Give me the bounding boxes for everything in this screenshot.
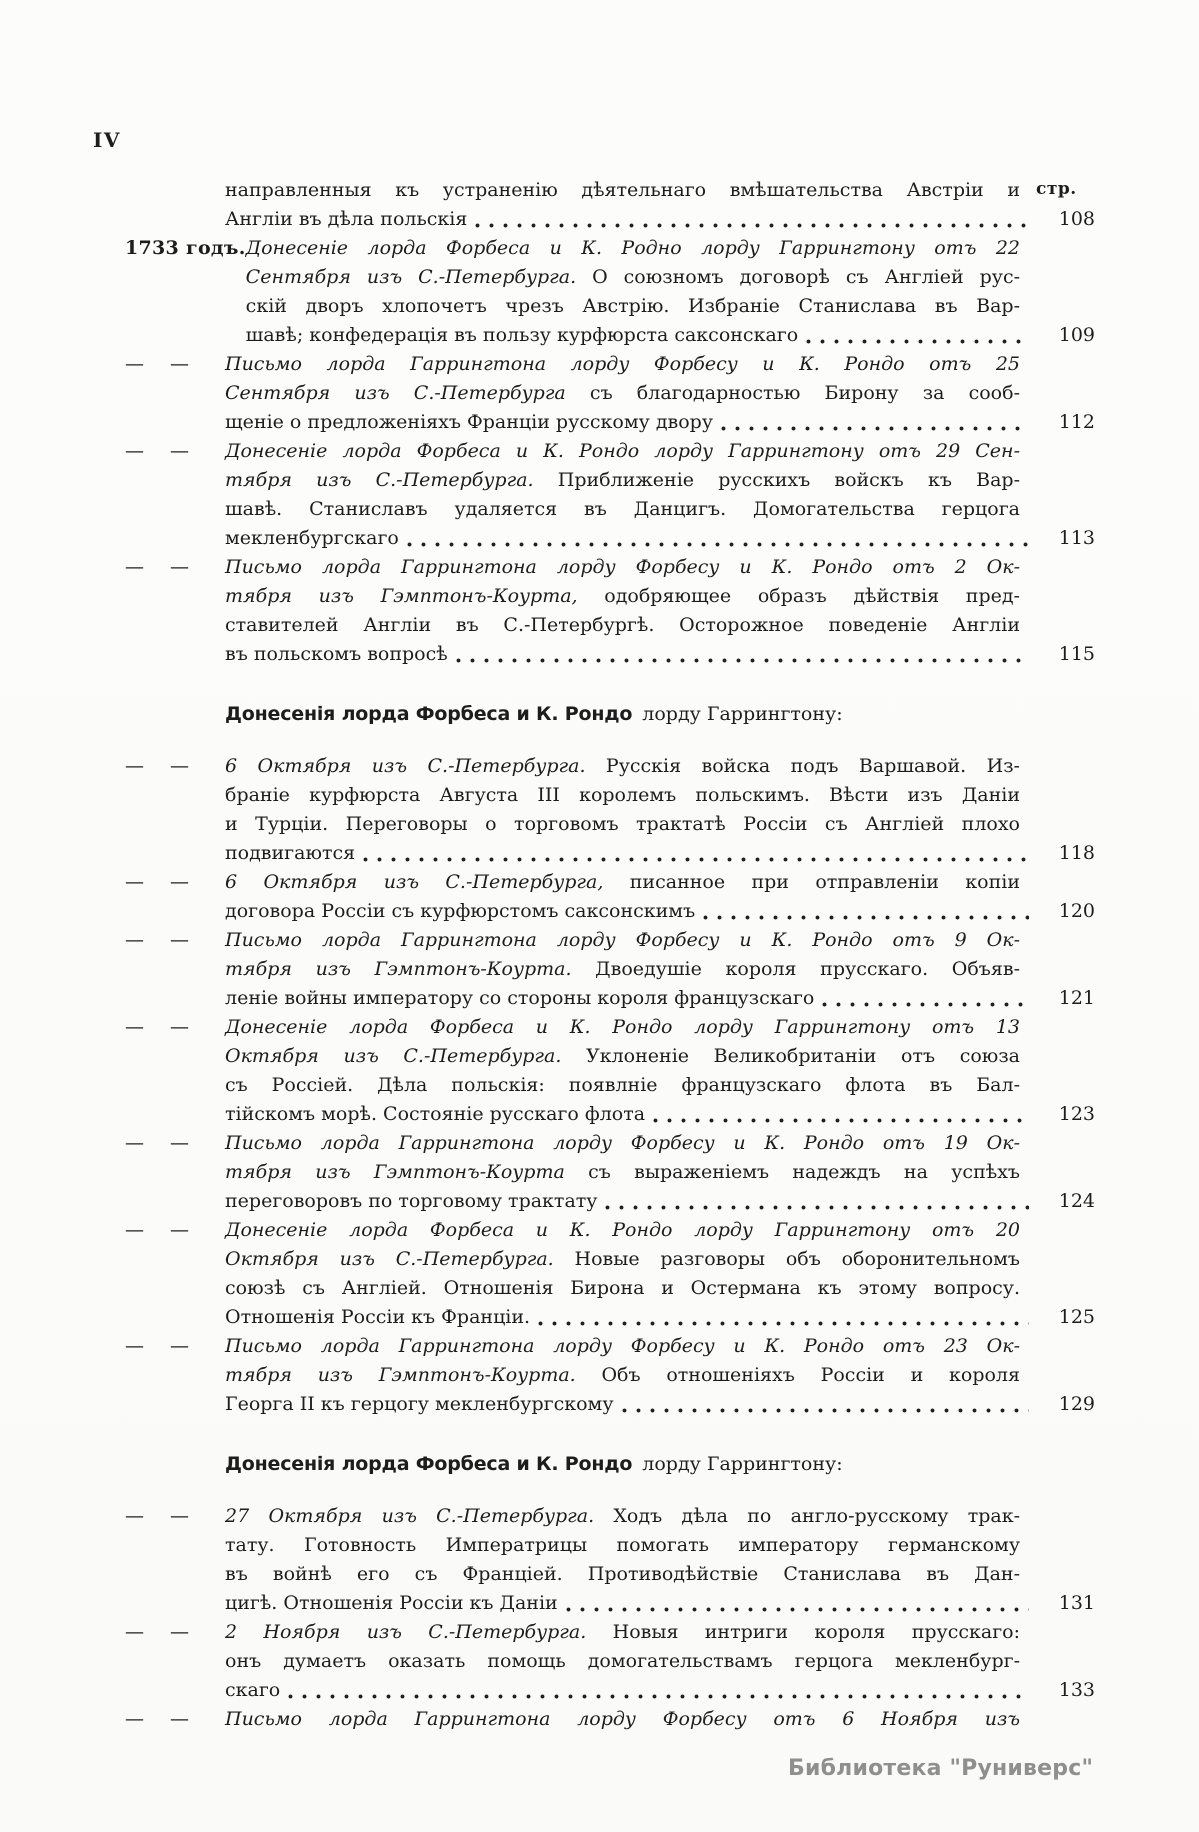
toc-entry xyxy=(113,752,1095,868)
entry-text xyxy=(225,1589,558,1618)
ditto-dash: — xyxy=(170,556,189,578)
text-segment: одобряющее образъ дѣйствія пред- xyxy=(577,585,1020,607)
toc-entry xyxy=(113,1013,1095,1129)
entry-line xyxy=(225,176,1095,205)
folio-page-number: IV xyxy=(93,128,121,152)
text-segment: Письмо лорда Гаррингтона лорду Форбесу и К. Рондо отъ 2 Ок- xyxy=(225,556,1020,578)
entry-text xyxy=(225,1216,1020,1245)
entry-text-col xyxy=(225,1502,1095,1618)
entry-margin xyxy=(113,1216,225,1332)
entry-line xyxy=(225,1676,1095,1705)
dot-leader xyxy=(653,1117,1029,1124)
text-segment: Донесеніе лорда Форбеса и К. Рондо лорду Гаррингтону отъ 20 xyxy=(225,1219,1020,1241)
text-segment: цигѣ. Отношенія Россіи къ Даніи xyxy=(225,1592,558,1614)
entry-text xyxy=(225,1158,1020,1187)
ditto-dash: — xyxy=(125,1132,144,1154)
entry-text xyxy=(225,408,713,437)
entry-line xyxy=(225,1705,1095,1734)
entry-text-col xyxy=(225,926,1095,1013)
entry-text xyxy=(225,1129,1020,1158)
text-segment: съ выраженіемъ надеждъ на успѣхъ xyxy=(564,1161,1020,1183)
text-segment: леніе войны императору со стороны короля французскаго xyxy=(225,987,815,1009)
entry-line xyxy=(225,926,1095,955)
text-segment: браніе курфюрста Августа III королемъ польскимъ. Вѣсти изъ Даніи xyxy=(225,784,1020,806)
text-segment: Письмо лорда Гаррингтона лорду Форбесу отъ 6 Ноября изъ xyxy=(225,1708,1020,1730)
toc-entry xyxy=(113,176,1095,234)
text-segment: и Турціи. Переговоры о торговомъ трактатѣ Россіи съ Англіей плохо xyxy=(225,813,1020,835)
text-segment: Русскія войска подъ Варшавой. Из- xyxy=(585,755,1020,777)
toc-entry xyxy=(113,868,1095,926)
entry-text-col xyxy=(225,752,1095,868)
entry-line xyxy=(225,1531,1095,1560)
entry-text xyxy=(225,810,1020,839)
ditto-dash: — xyxy=(125,1016,144,1038)
entry-text-col xyxy=(225,1332,1095,1419)
entry-line xyxy=(225,1042,1095,1071)
entry-text xyxy=(225,1560,1020,1589)
entry-line xyxy=(225,582,1095,611)
entry-text xyxy=(225,553,1020,582)
ditto-dash: — xyxy=(125,440,144,462)
entry-text xyxy=(225,1303,530,1332)
entry-text-col xyxy=(225,1705,1095,1734)
page-number: 124 xyxy=(1058,1190,1095,1212)
entry-margin xyxy=(113,437,225,553)
text-segment: Новыя интриги короля прусскаго: xyxy=(586,1621,1020,1643)
page-number: 131 xyxy=(1058,1592,1095,1614)
entry-text xyxy=(225,1502,1020,1531)
entry-text xyxy=(225,495,1020,524)
text-segment: договора Россіи съ курфюрстомъ саксонскимъ xyxy=(225,900,696,922)
text-segment: Приближеніе русскихъ войскъ къ Вар- xyxy=(533,469,1020,491)
toc-section-header xyxy=(113,700,1095,729)
year-label: 1733 годъ. xyxy=(125,237,246,259)
text-segment: ставителей Англіи въ С.-Петербургѣ. Осторожное поведеніе Англіи xyxy=(225,614,1020,636)
text-segment: Отношенія Россіи къ Франціи. xyxy=(225,1306,531,1328)
entry-text xyxy=(225,379,1020,408)
watermark: Библиотека "Руниверс" xyxy=(788,1756,1094,1781)
entry-text xyxy=(225,839,355,868)
toc-entry xyxy=(113,1332,1095,1419)
entry-margin xyxy=(113,1618,225,1705)
ditto-dash: — xyxy=(125,1505,144,1527)
entry-line xyxy=(225,350,1095,379)
page-number: 109 xyxy=(1058,324,1095,346)
text-segment: тату. Готовность Императрицы помогать императору германскому xyxy=(225,1534,1020,1556)
entry-text-col xyxy=(246,234,1095,350)
entry-text xyxy=(246,292,1020,321)
entry-line xyxy=(225,408,1095,437)
dot-leader xyxy=(363,856,1029,863)
entry-line xyxy=(225,1502,1095,1531)
entry-text xyxy=(225,1071,1020,1100)
text-segment: Уклоненіе Великобританіи отъ союза xyxy=(561,1045,1021,1067)
entry-line xyxy=(225,1129,1095,1158)
text-segment: шавѣ; конфедерація въ пользу курфюрста саксонскаго xyxy=(245,324,799,346)
ditto-dash: — xyxy=(170,1132,189,1154)
entry-text-col xyxy=(225,176,1095,234)
text-segment: Донесеніе лорда Форбеса и К. Родно лорду Гаррингтону отъ 22 xyxy=(245,237,1020,259)
text-segment: 2 Ноября изъ С.-Петербурга. xyxy=(225,1621,587,1643)
text-segment: Донесеніе лорда Форбеса и К. Рондо лорду Гаррингтону отъ 29 Сен- xyxy=(225,440,1020,462)
page-number: 118 xyxy=(1058,842,1095,864)
page-number: 123 xyxy=(1058,1103,1095,1125)
ditto-dash: — xyxy=(170,755,189,777)
entry-text-col xyxy=(225,350,1095,437)
ditto-dash: — xyxy=(170,1708,189,1730)
page-number: 121 xyxy=(1058,987,1095,1009)
ditto-dash: — xyxy=(170,929,189,951)
toc-entry xyxy=(113,926,1095,1013)
toc-section-header xyxy=(113,1450,1095,1479)
entry-line xyxy=(225,524,1095,553)
entry-text xyxy=(225,1187,597,1216)
entry-text xyxy=(225,868,1020,897)
entry-text xyxy=(225,984,814,1013)
entry-text-col xyxy=(225,553,1095,669)
text-segment: Октября изъ С.-Петербурга. xyxy=(225,1248,554,1270)
toc-section-header-rest: лорду Гаррингтону: xyxy=(642,703,843,725)
dot-leader xyxy=(475,222,1029,229)
entry-margin xyxy=(113,350,225,437)
text-segment: онъ думаетъ оказать помощь домогательствамъ герцога мекленбург- xyxy=(225,1650,1020,1672)
text-segment: тября изъ Гэмптонъ-Коурта, xyxy=(225,585,578,607)
entry-text xyxy=(225,205,467,234)
dot-leader xyxy=(456,657,1029,664)
dot-leader xyxy=(538,1320,1029,1327)
text-segment: скій дворъ хлопочетъ чрезъ Австрію. Избраніе Станислава въ Вар- xyxy=(245,295,1020,317)
text-segment: союзѣ съ Англіей. Отношенія Бирона и Остермана къ этому вопросу. xyxy=(225,1277,1020,1299)
entry-text xyxy=(225,350,1020,379)
toc-entry xyxy=(113,350,1095,437)
text-segment: Донесеніе лорда Форбеса и К. Рондо лорду Гаррингтону отъ 13 xyxy=(225,1016,1020,1038)
text-segment: шавѣ. Станиславъ удаляется въ Данцигъ. Домогательства герцога xyxy=(225,498,1020,520)
entry-line xyxy=(225,1303,1095,1332)
entry-text-col xyxy=(225,437,1095,553)
entry-text xyxy=(225,1013,1020,1042)
ditto-dash: — xyxy=(170,1621,189,1643)
entry-line xyxy=(225,897,1095,926)
entry-text xyxy=(225,1676,280,1705)
entry-text xyxy=(225,955,1020,984)
ditto-dash: — xyxy=(170,353,189,375)
text-segment: Англіи въ дѣла польскія xyxy=(225,208,468,230)
ditto-dash: — xyxy=(125,1708,144,1730)
entry-line xyxy=(225,1187,1095,1216)
text-segment: О союзномъ договорѣ съ Англіей рус- xyxy=(576,266,1021,288)
toc-entry xyxy=(113,1502,1095,1618)
entry-text xyxy=(225,611,1020,640)
ditto-dash: — xyxy=(170,1505,189,1527)
text-segment: Сентября изъ С.-Петербурга xyxy=(225,382,566,404)
entry-line xyxy=(225,1390,1095,1419)
entry-line xyxy=(225,205,1095,234)
text-segment: писанное при отправленіи копіи xyxy=(603,871,1020,893)
entry-line xyxy=(225,466,1095,495)
dot-leader xyxy=(806,338,1029,345)
entry-line xyxy=(225,379,1095,408)
page-number: 113 xyxy=(1058,527,1095,549)
ditto-dash: — xyxy=(125,929,144,951)
text-segment: въ польскомъ вопросѣ xyxy=(225,643,448,665)
entry-text xyxy=(225,897,695,926)
text-segment: Георга II къ герцогу мекленбургскому xyxy=(225,1393,614,1415)
entry-text xyxy=(225,582,1020,611)
page-number: 125 xyxy=(1058,1306,1095,1328)
entry-margin xyxy=(113,868,225,926)
text-segment: переговоровъ по торговому трактату xyxy=(225,1190,598,1212)
ditto-dash: — xyxy=(125,1219,144,1241)
ditto-dash: — xyxy=(125,755,144,777)
toc-entry xyxy=(113,1216,1095,1332)
text-segment: направленныя къ устраненію дѣятельнаго вмѣшательства Австріи и xyxy=(225,179,1020,201)
entry-line xyxy=(225,1647,1095,1676)
entry-text xyxy=(225,466,1020,495)
entry-line xyxy=(225,1589,1095,1618)
entry-line xyxy=(225,495,1095,524)
page-number: 112 xyxy=(1058,411,1095,433)
text-segment: Письмо лорда Гаррингтона лорду Форбесу и К. Рондо отъ 25 xyxy=(225,353,1020,375)
text-segment: скаго xyxy=(225,1679,281,1701)
text-segment: съ благодарностью Бирону за сооб- xyxy=(565,382,1020,404)
entry-line xyxy=(225,1013,1095,1042)
entry-margin xyxy=(113,926,225,1013)
dot-leader xyxy=(288,1693,1029,1700)
page-number: 129 xyxy=(1058,1393,1095,1415)
ditto-dash: — xyxy=(170,1335,189,1357)
ditto-dash: — xyxy=(170,440,189,462)
entry-text xyxy=(225,524,399,553)
entry-text-col xyxy=(225,1129,1095,1216)
text-segment: Письмо лорда Гаррингтона лорду Форбесу и К. Рондо отъ 23 Ок- xyxy=(225,1335,1020,1357)
text-segment: тября изъ Гэмптонъ-Коурта. xyxy=(225,1364,576,1386)
entry-line xyxy=(225,1361,1095,1390)
entry-text xyxy=(225,1100,645,1129)
text-segment: въ войнѣ его съ Франціей. Противодѣйствіе Станислава въ Дан- xyxy=(225,1563,1020,1585)
entry-text xyxy=(225,1390,614,1419)
dot-leader xyxy=(822,1001,1029,1008)
entry-margin xyxy=(113,1129,225,1216)
entry-line xyxy=(225,1158,1095,1187)
text-segment: 6 Октября изъ С.-Петербурга. xyxy=(225,755,586,777)
toc xyxy=(113,176,1095,1734)
ditto-dash: — xyxy=(125,556,144,578)
entry-text xyxy=(225,176,1020,205)
entry-text xyxy=(246,234,1020,263)
entry-text xyxy=(225,752,1020,781)
toc-section-header-bold: Донесенія лорда Форбеса и К. Рондо xyxy=(225,1453,633,1475)
entry-line xyxy=(225,752,1095,781)
entry-margin xyxy=(113,752,225,868)
text-segment: 27 Октября изъ С.-Петербурга. xyxy=(225,1505,595,1527)
ditto-dash: — xyxy=(170,871,189,893)
dot-leader xyxy=(407,541,1029,548)
entry-margin xyxy=(113,1502,225,1618)
text-segment: Объ отношеніяхъ Россіи и короля xyxy=(575,1364,1020,1386)
ditto-dash: — xyxy=(170,1219,189,1241)
entry-text xyxy=(225,1647,1020,1676)
entry-margin xyxy=(113,1705,225,1734)
entry-text-col xyxy=(225,868,1095,926)
entry-text xyxy=(246,263,1020,292)
entry-line xyxy=(246,321,1095,350)
entry-text xyxy=(225,1705,1020,1734)
entry-line xyxy=(225,1245,1095,1274)
entry-margin xyxy=(113,553,225,669)
entry-text xyxy=(225,1361,1020,1390)
entry-line xyxy=(225,1274,1095,1303)
entry-line xyxy=(225,1560,1095,1589)
text-segment: тября изъ С.-Петербурга. xyxy=(225,469,534,491)
entry-margin xyxy=(113,1332,225,1419)
page-number: 120 xyxy=(1058,900,1095,922)
entry-line xyxy=(246,263,1095,292)
toc-entry xyxy=(113,1705,1095,1734)
text-segment: Письмо лорда Гаррингтона лорду Форбесу и К. Рондо отъ 19 Ок- xyxy=(225,1132,1020,1154)
entry-text xyxy=(225,437,1020,466)
entry-line xyxy=(225,437,1095,466)
entry-text xyxy=(225,1531,1020,1560)
dot-leader xyxy=(622,1407,1029,1414)
ditto-dash: — xyxy=(125,1621,144,1643)
entry-line xyxy=(225,1618,1095,1647)
text-segment: Октября изъ С.-Петербурга. xyxy=(225,1045,562,1067)
entry-line xyxy=(225,640,1095,669)
toc-entry xyxy=(113,234,1095,350)
entry-margin xyxy=(113,234,246,350)
ditto-dash: — xyxy=(170,1016,189,1038)
entry-line xyxy=(225,781,1095,810)
entry-text xyxy=(225,781,1020,810)
text-segment: тября изъ Гэмптонъ-Коурта xyxy=(225,1161,565,1183)
text-segment: съ Россіей. Дѣла польскія: появлніе французскаго флота въ Бал- xyxy=(225,1074,1020,1096)
entry-line xyxy=(225,611,1095,640)
entry-text-col xyxy=(225,1013,1095,1129)
entry-line xyxy=(225,868,1095,897)
page-number: 108 xyxy=(1058,208,1095,230)
entry-line xyxy=(225,1216,1095,1245)
entry-text xyxy=(225,1332,1020,1361)
page-number: 133 xyxy=(1058,1679,1095,1701)
text-segment: Письмо лорда Гаррингтона лорду Форбесу и К. Рондо отъ 9 Ок- xyxy=(225,929,1020,951)
toc-entry xyxy=(113,437,1095,553)
entry-text xyxy=(225,640,448,669)
entry-line xyxy=(225,1071,1095,1100)
dot-leader xyxy=(721,425,1029,432)
entry-text xyxy=(225,1042,1020,1071)
text-segment: тійскомъ морѣ. Состояніе русскаго флота xyxy=(225,1103,646,1125)
text-segment: щеніе о предложеніяхъ Франціи русскому двору xyxy=(225,411,714,433)
toc-section-header-bold: Донесенія лорда Форбеса и К. Рондо xyxy=(225,703,633,725)
entry-line xyxy=(225,1332,1095,1361)
entry-line xyxy=(246,234,1095,263)
toc-entry xyxy=(113,553,1095,669)
ditto-dash: — xyxy=(125,1335,144,1357)
entry-margin xyxy=(113,1013,225,1129)
text-segment: Ходъ дѣла по англо-русскому трак- xyxy=(594,1505,1020,1527)
entry-line xyxy=(225,839,1095,868)
text-segment: Двоедушіе короля прусскаго. Объяв- xyxy=(571,958,1020,980)
text-segment: Сентября изъ С.-Петербурга. xyxy=(245,266,577,288)
dot-leader xyxy=(605,1204,1029,1211)
toc-section-header-rest: лорду Гаррингтону: xyxy=(642,1453,843,1475)
text-segment: мекленбургскаго xyxy=(225,527,399,549)
column-header-str: стр. xyxy=(1036,179,1077,199)
entry-line xyxy=(225,1100,1095,1129)
ditto-dash: — xyxy=(125,871,144,893)
page-number: 115 xyxy=(1058,643,1095,665)
entry-text xyxy=(225,926,1020,955)
entry-line xyxy=(246,292,1095,321)
dot-leader xyxy=(566,1606,1029,1613)
entry-line xyxy=(225,553,1095,582)
toc-entry xyxy=(113,1129,1095,1216)
entry-margin xyxy=(113,176,225,234)
text-segment: Новые разговоры объ оборонительномъ xyxy=(553,1248,1021,1270)
entry-text xyxy=(225,1245,1020,1274)
entry-line xyxy=(225,810,1095,839)
entry-text xyxy=(225,1618,1020,1647)
text-segment: тября изъ Гэмптонъ-Коурта. xyxy=(225,958,572,980)
entry-line xyxy=(225,984,1095,1013)
toc-entry xyxy=(113,1618,1095,1705)
entry-text xyxy=(225,1274,1020,1303)
entry-text-col xyxy=(225,1216,1095,1332)
dot-leader xyxy=(703,914,1029,921)
entry-text xyxy=(246,321,799,350)
entry-line xyxy=(225,955,1095,984)
ditto-dash: — xyxy=(125,353,144,375)
text-segment: подвигаются xyxy=(225,842,356,864)
text-segment: 6 Октября изъ С.-Петербурга, xyxy=(225,871,604,893)
entry-text-col xyxy=(225,1618,1095,1705)
